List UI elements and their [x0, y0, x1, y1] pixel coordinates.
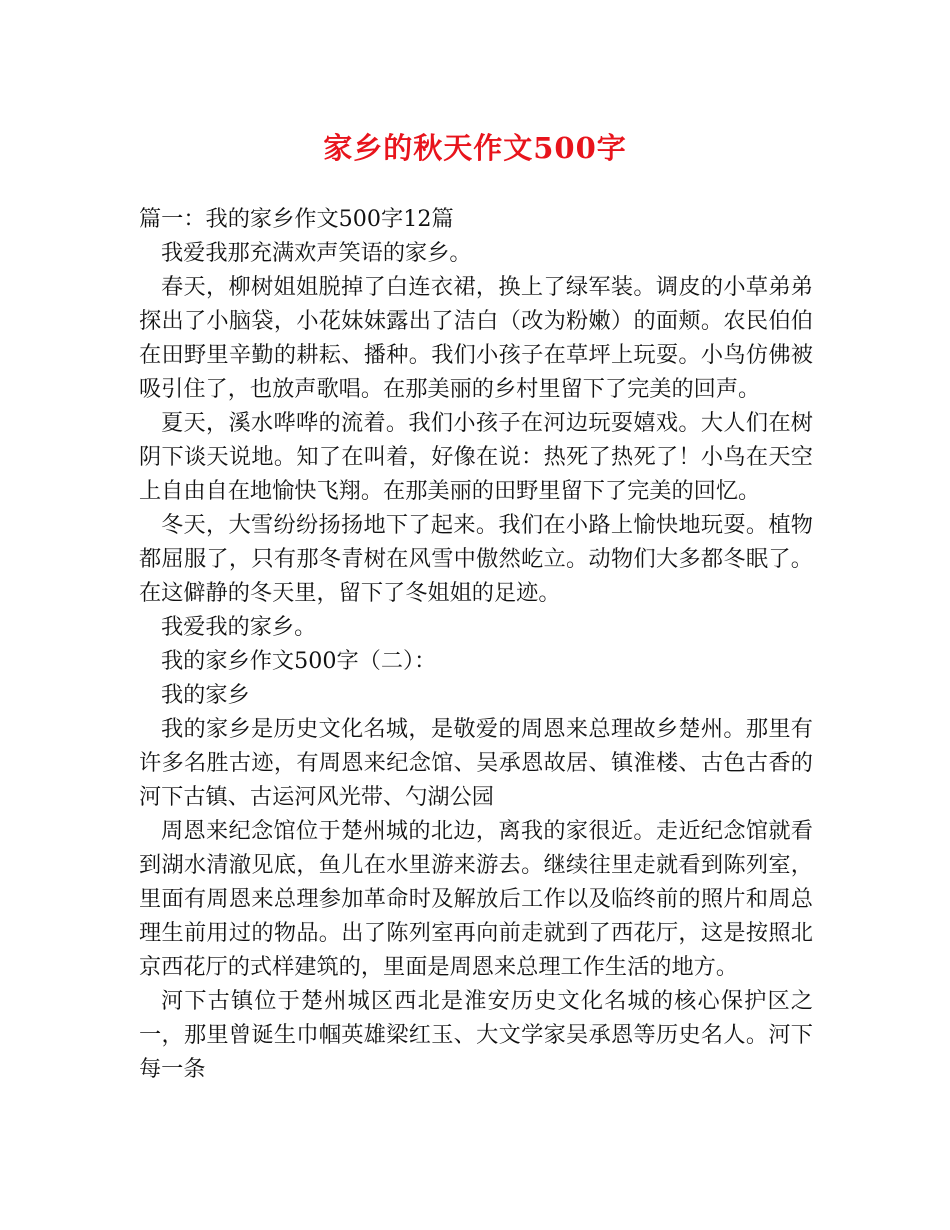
paragraph: 我的家乡是历史文化名城，是敬爱的周恩来总理故乡楚州。那里有许多名胜古迹，有周恩来纪念馆、吴承恩故居、镇淮楼、古色古香的河下古镇、古运河风光带、勺湖公园 — [139, 716, 813, 810]
paragraph: 我爱我的家乡。 — [161, 614, 317, 640]
paragraph: 我的家乡作文500字（二）： — [161, 648, 437, 674]
paragraph: 夏天，溪水哗哗的流着。我们小孩子在河边玩耍嬉戏。大人们在树阴下谈天说地。知了在叫着，好像在说：热死了热死了！小鸟在天空上自由自在地愉快飞翔。在那美丽的田野里留下了完美的回忆。 — [139, 410, 813, 504]
document-title: 家乡的秋天作文500字 — [323, 131, 627, 165]
paragraph: 冬天，大雪纷纷扬扬地下了起来。我们在小路上愉快地玩耍。植物都屈服了，只有那冬青树在风雪中傲然屹立。动物们大多都冬眠了。在这僻静的冬天里，留下了冬姐姐的足迹。 — [139, 512, 813, 606]
paragraph: 我的家乡 — [161, 682, 250, 708]
section-heading: 篇一：我的家乡作文500字12篇 — [139, 206, 454, 232]
paragraph: 我爱我那充满欢声笑语的家乡。 — [161, 240, 472, 266]
paragraph: 河下古镇位于楚州城区西北是淮安历史文化名城的核心保护区之一，那里曾诞生巾帼英雄梁红玉、大文学家吴承恩等历史名人。河下每一条 — [139, 988, 813, 1082]
document-body — [139, 202, 813, 1086]
paragraph: 周恩来纪念馆位于楚州城的北边，离我的家很近。走近纪念馆就看到湖水清澈见底，鱼儿在水里游来游去。继续往里走就看到陈列室，里面有周恩来总理参加革命时及解放后工作以及临终前的照片和周总理生前用过的物品。出了陈列室再向前走就到了西花厅，这是按照北京西花厅的式样建筑的，里面是周恩来总理工作生活的地方。 — [139, 818, 813, 980]
paragraph: 春天，柳树姐姐脱掉了白连衣裙，换上了绿军装。调皮的小草弟弟探出了小脑袋，小花妹妹露出了洁白（改为粉嫩）的面颊。农民伯伯在田野里辛勤的耕耘、播种。我们小孩子在草坪上玩耍。小鸟仿佛被吸引住了，也放声歌唱。在那美丽的乡村里留下了完美的回声。 — [139, 274, 813, 402]
